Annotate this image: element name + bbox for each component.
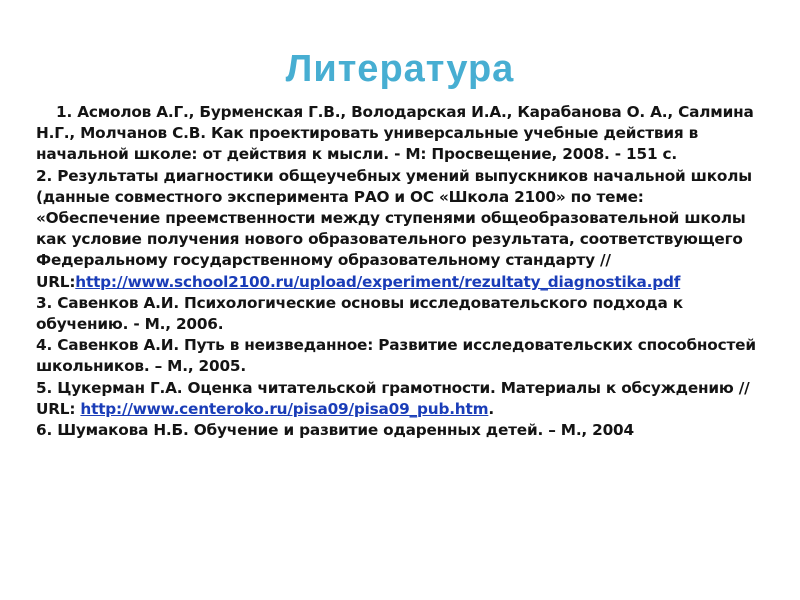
reference-item-1 xyxy=(36,102,771,166)
reference-number: 2. xyxy=(36,166,53,185)
reference-text: Результаты диагностики общеучебных умений выпускников начальной школы (данные совместного эксперимента РАО и ОС «Школа 2100» по теме: «Обеспечение преемственности между ступенями общеобразовательной школы как условие получения нового образовательного результата, соответствующего Федеральному государственному образовательному стандарту // URL: xyxy=(36,166,752,291)
reference-text: Савенков А.И. Путь в неизведанное: Развитие исследовательских способностей школьников. – М., 2005. xyxy=(36,336,756,376)
reference-item-4 xyxy=(36,335,771,377)
reference-number: 1. xyxy=(56,103,73,121)
reference-item-2 xyxy=(36,166,771,293)
reference-number: 6. xyxy=(36,421,53,440)
reference-text: Цукерман Г.А. Оценка читательской грамотности. Материалы к обсуждению // URL: xyxy=(36,378,750,418)
reference-text: Шумакова Н.Б. Обучение и развитие одаренных детей. – М., 2004 xyxy=(57,421,634,440)
reference-list xyxy=(36,102,771,441)
reference-tail: . xyxy=(488,399,494,418)
reference-text: Савенков А.И. Психологические основы исследовательского подхода к обучению. - М., 2006. xyxy=(36,293,683,334)
reference-item-5 xyxy=(36,378,771,420)
reference-url-link[interactable]: http://www.centeroko.ru/pisa09/pisa09_pub.htm xyxy=(80,399,489,418)
slide-title: Литература xyxy=(285,48,515,90)
reference-number: 5. xyxy=(36,378,53,397)
reference-item-3 xyxy=(36,293,771,335)
reference-item-6 xyxy=(36,420,771,441)
reference-number: 3. xyxy=(36,293,53,312)
reference-number: 4. xyxy=(36,336,53,355)
reference-text: Асмолов А.Г., Бурменская Г.В., Володарская И.А., Карабанова О. А., Салмина Н.Г., Молчанов С.В. Как проектировать универсальные учебные действия в начальной школе: от действия к мысли. - М: Просвещение, 2008. - 151 с. xyxy=(36,103,754,164)
reference-url-link[interactable]: http://www.school2100.ru/upload/experiment/rezultaty_diagnostika.pdf xyxy=(75,272,681,291)
